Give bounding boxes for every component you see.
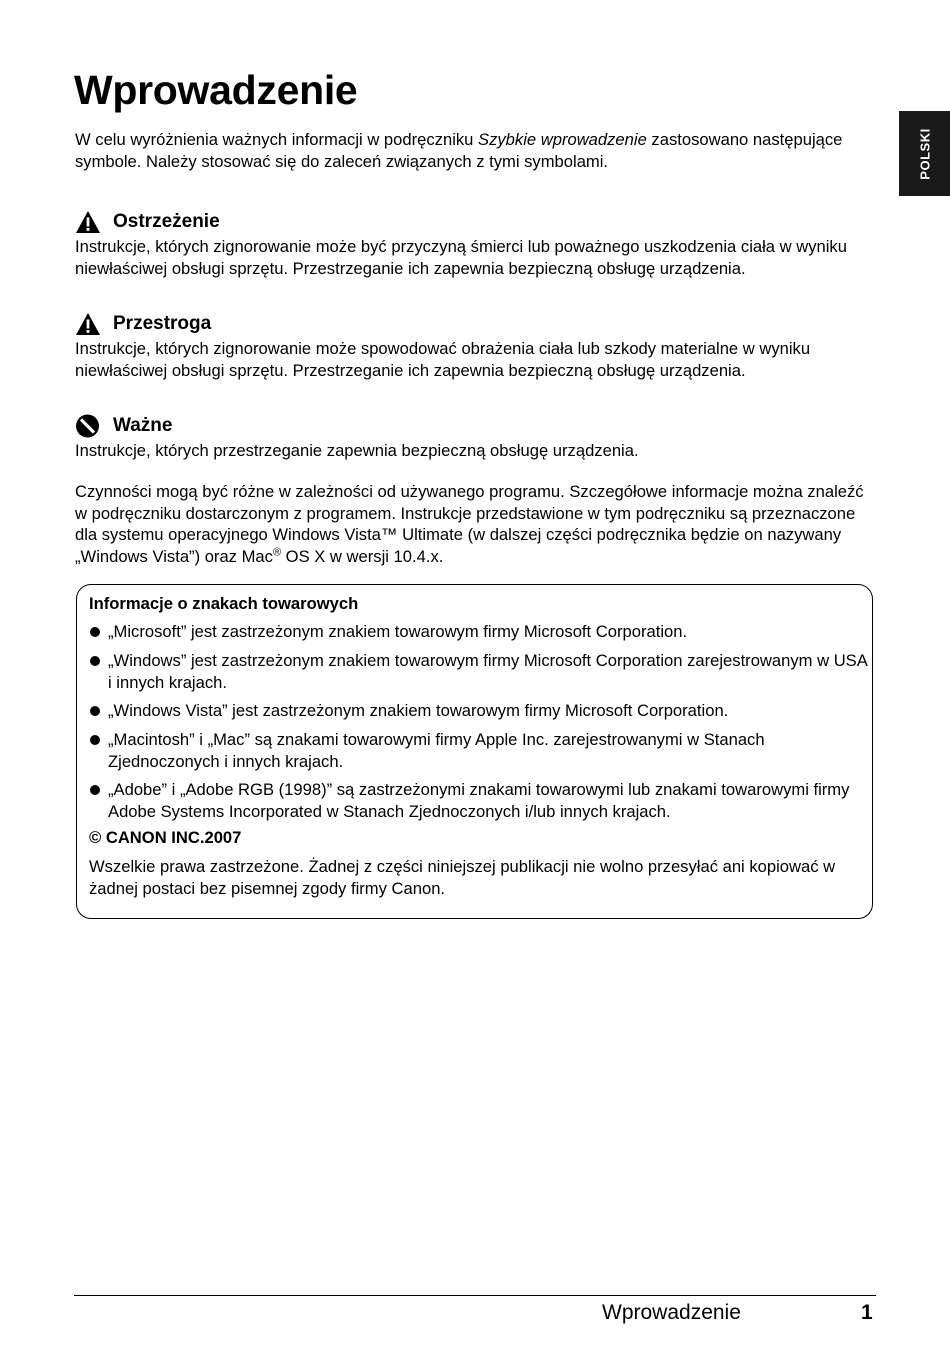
bullet-icon — [90, 706, 100, 716]
rights-statement: Wszelkie prawa zastrzeżone. Żadnej z części niniejszej publikacji nie wolno przesyłać ani kopiować w żadnej postaci bez pisemnej zgody firmy Canon. — [89, 857, 836, 898]
footer-divider — [74, 1295, 876, 1296]
bullet-icon — [90, 785, 100, 795]
caution-heading — [75, 310, 211, 338]
page-title: Wprowadzenie — [74, 67, 358, 113]
copyright-notice: © CANON INC.2007 — [89, 828, 242, 847]
bullet-icon — [90, 627, 100, 637]
warning-heading — [75, 208, 220, 236]
language-tab-label: POLSKI — [917, 127, 932, 180]
software-note — [75, 481, 875, 567]
list-item — [89, 621, 869, 643]
trademark-list — [89, 621, 869, 830]
footer-section-title: Wprowadzenie — [602, 1301, 741, 1324]
intro-paragraph — [75, 129, 875, 172]
software-note-end: OS X w wersji 10.4.x. — [281, 546, 444, 566]
list-item — [89, 650, 869, 694]
trademark-item-text: „Macintosh” i „Mac” są znakami towarowymi firmy Apple Inc. zarejestrowanymi w Stanach Zjednoczonych i innych krajach. — [108, 729, 765, 771]
important-text: Instrukcje, których przestrzeganie zapewnia bezpieczną obsługę urządzenia. — [75, 441, 639, 460]
bullet-icon — [90, 656, 100, 666]
list-item — [89, 729, 869, 773]
warning-triangle-icon — [75, 210, 101, 234]
caution-triangle-icon — [75, 312, 101, 336]
trademark-title: Informacje o znakach towarowych — [89, 594, 359, 613]
manual-name: Szybkie wprowadzenie — [478, 130, 647, 149]
list-item — [89, 700, 869, 722]
trademark-item-text: „Microsoft” jest zastrzeżonym znakiem towarowym firmy Microsoft Corporation. — [108, 622, 688, 641]
important-heading-label: Ważne — [113, 415, 173, 436]
software-note-text: Czynności mogą być różne w zależności od używanego programu. Szczegółowe informacje można znaleźć w podręczniku dostarczonym z programem. Instrukcje przedstawione w tym podręczniku są przeznaczone dla systemu operacyjnego Windows Vista™ Ultimate (w dalszej części podręcznika będzie on nazywany „Windows Vista”) oraz Mac — [75, 482, 864, 566]
page-number: 1 — [861, 1301, 873, 1324]
caution-text: Instrukcje, których zignorowanie może spowodować obrażenia ciała lub szkody materialne w wyniku niewłaściwej obsługi sprzętu. Przestrzeganie ich zapewnia bezpieczną obsługę urządzenia. — [75, 339, 811, 380]
warning-text: Instrukcje, których zignorowanie może być przyczyną śmierci lub poważnego uszkodzenia ciała w wyniku niewłaściwej obsługi sprzętu. Przestrzeganie ich zapewnia bezpieczną obsługę urządzenia. — [75, 237, 847, 278]
intro-text-end: zastosowano następujące symbole. Należy stosować się do zaleceń związanych z tymi symbolami. — [75, 130, 843, 171]
trademark-item-text: „Windows Vista” jest zastrzeżonym znakiem towarowym firmy Microsoft Corporation. — [108, 701, 729, 720]
caution-heading-label: Przestroga — [113, 313, 212, 334]
warning-heading-label: Ostrzeżenie — [113, 211, 220, 232]
important-heading — [75, 412, 172, 440]
trademark-item-text: „Adobe” i „Adobe RGB (1998)” są zastrzeżonymi znakami towarowymi lub znakami towarowymi firmy Adobe Systems Incorporated w Stanach Zjednoczonych i/lub innych krajach. — [108, 780, 850, 821]
language-tab — [899, 111, 950, 196]
prohibition-icon — [75, 414, 101, 438]
registered-mark: ® — [272, 545, 282, 558]
bullet-icon — [90, 735, 100, 745]
trademark-item-text: „Windows” jest zastrzeżonym znakiem towarowym firmy Microsoft Corporation zarejestrowanym w USA i innych krajach. — [108, 650, 867, 692]
list-item — [89, 779, 869, 823]
intro-text-start: W celu wyróżnienia ważnych informacji w podręczniku — [75, 130, 479, 149]
